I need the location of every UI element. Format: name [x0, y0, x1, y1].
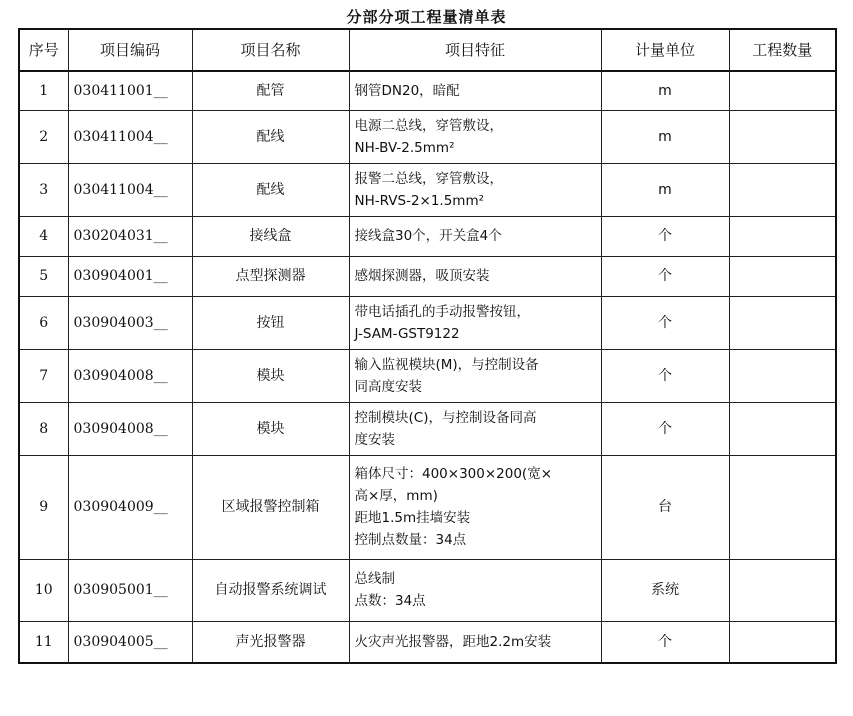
feature-line: 总线制 [354, 571, 395, 587]
cell-unit: 系统 [601, 559, 729, 621]
cell-quantity [729, 163, 836, 216]
cell-code: 030411004__ [68, 163, 192, 216]
table-row [19, 216, 836, 256]
feature-line: 控制模块(C)，与控制设备同高 [354, 409, 537, 426]
cell-quantity [729, 621, 836, 663]
table-title: 分部分项工程量清单表 [346, 8, 507, 26]
table-row [19, 621, 836, 663]
cell-features [349, 621, 601, 663]
feature-line: 带电话插孔的手动报警按钮， [354, 303, 530, 320]
feature-line: NH-RVS-2×1.5mm² [354, 192, 485, 209]
table-row [19, 296, 836, 349]
cell-quantity [729, 402, 836, 455]
cell-unit: 个 [601, 216, 729, 256]
feature-line: 接线盒30个，开关盒4个 [354, 228, 502, 244]
cell-features [349, 110, 601, 163]
cell-features [349, 71, 601, 110]
header-code: 项目编码 [68, 29, 192, 71]
feature-line: 点数：34点 [354, 593, 426, 609]
cell-unit: m [601, 163, 729, 216]
cell-features [349, 559, 601, 621]
table-row [19, 349, 836, 402]
cell-name: 接线盒 [192, 216, 349, 256]
cell-serial: 9 [19, 455, 68, 559]
feature-line: 电源二总线，穿管敷设， [354, 117, 503, 134]
cell-name: 配管 [192, 71, 349, 110]
table-row [19, 71, 836, 110]
cell-unit: m [601, 71, 729, 110]
feature-line: 控制点数量：34点 [354, 532, 467, 548]
feature-line: 输入监视模块(M)，与控制设备 [354, 356, 539, 373]
cell-serial: 3 [19, 163, 68, 216]
cell-features [349, 349, 601, 402]
bill-of-quantities-table [18, 28, 837, 664]
cell-name: 配线 [192, 163, 349, 216]
cell-unit: 个 [601, 621, 729, 663]
cell-quantity [729, 216, 836, 256]
feature-line: NH-BV-2.5mm² [354, 139, 455, 156]
feature-line: J-SAM-GST9122 [354, 325, 460, 342]
cell-serial: 10 [19, 559, 68, 621]
cell-name: 声光报警器 [192, 621, 349, 663]
cell-features [349, 455, 601, 559]
cell-code: 030905001__ [68, 559, 192, 621]
cell-name: 按钮 [192, 296, 349, 349]
cell-code: 030411004__ [68, 110, 192, 163]
table-body [19, 71, 836, 663]
cell-features [349, 256, 601, 296]
feature-line: 火灾声光报警器，距地2.2m安装 [354, 633, 552, 650]
cell-unit: 个 [601, 256, 729, 296]
cell-name: 自动报警系统调试 [192, 559, 349, 621]
cell-code: 030904009__ [68, 455, 192, 559]
cell-name: 模块 [192, 349, 349, 402]
cell-features [349, 163, 601, 216]
feature-line: 箱体尺寸：400×300×200(宽× [354, 466, 553, 482]
cell-code: 030904008__ [68, 349, 192, 402]
cell-name: 配线 [192, 110, 349, 163]
cell-serial: 5 [19, 256, 68, 296]
header-row [19, 29, 836, 71]
cell-quantity [729, 256, 836, 296]
table-row [19, 559, 836, 621]
feature-line: 高×厚，mm) [354, 488, 438, 504]
header-quantity: 工程数量 [729, 29, 836, 71]
cell-unit: m [601, 110, 729, 163]
cell-serial: 2 [19, 110, 68, 163]
feature-line: 同高度安装 [354, 378, 422, 395]
cell-serial: 4 [19, 216, 68, 256]
cell-quantity [729, 110, 836, 163]
header-features: 项目特征 [349, 29, 601, 71]
cell-serial: 11 [19, 621, 68, 663]
cell-serial: 7 [19, 349, 68, 402]
cell-quantity [729, 71, 836, 110]
cell-quantity [729, 559, 836, 621]
cell-name: 模块 [192, 402, 349, 455]
cell-serial: 6 [19, 296, 68, 349]
cell-quantity [729, 349, 836, 402]
cell-code: 030411001__ [68, 71, 192, 110]
cell-features [349, 402, 601, 455]
feature-line: 感烟探测器，吸顶安装 [354, 268, 490, 284]
header-name: 项目名称 [192, 29, 349, 71]
feature-line: 度安装 [354, 431, 395, 448]
cell-unit: 台 [601, 455, 729, 559]
cell-name: 点型探测器 [192, 256, 349, 296]
cell-serial: 8 [19, 402, 68, 455]
cell-quantity [729, 296, 836, 349]
cell-features [349, 216, 601, 256]
cell-unit: 个 [601, 296, 729, 349]
cell-code: 030204031__ [68, 216, 192, 256]
header-serial: 序号 [19, 29, 68, 71]
feature-line: 距地1.5m挂墙安装 [354, 510, 471, 526]
cell-code: 030904001__ [68, 256, 192, 296]
cell-code: 030904005__ [68, 621, 192, 663]
table-row [19, 110, 836, 163]
header-unit: 计量单位 [601, 29, 729, 71]
table-row [19, 256, 836, 296]
cell-code: 030904003__ [68, 296, 192, 349]
feature-line: 钢管DN20，暗配 [354, 82, 460, 99]
cell-serial: 1 [19, 71, 68, 110]
table-row [19, 402, 836, 455]
cell-code: 030904008__ [68, 402, 192, 455]
table-row [19, 455, 836, 559]
cell-unit: 个 [601, 349, 729, 402]
feature-line: 报警二总线，穿管敷设， [354, 170, 503, 187]
cell-quantity [729, 455, 836, 559]
cell-features [349, 296, 601, 349]
table-row [19, 163, 836, 216]
cell-name: 区域报警控制箱 [192, 455, 349, 559]
cell-unit: 个 [601, 402, 729, 455]
